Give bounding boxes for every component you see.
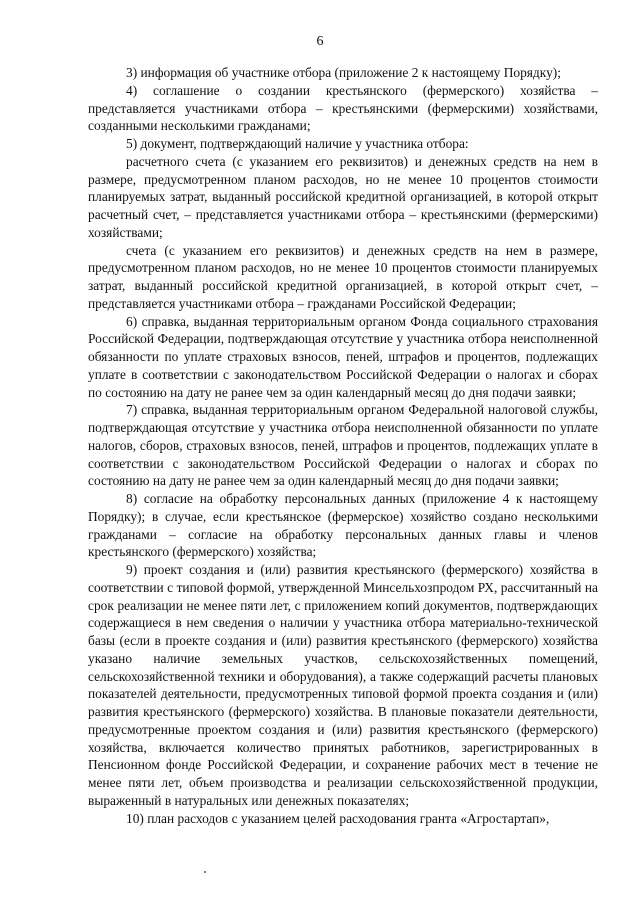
paragraph-item-6-social-insurance: 6) справка, выданная территориальным органом Фонда социального страхования Российской Федерации, подтверждающая отсутствие у участника отбора неисполненной обязанности по уплате страховых взносов, пеней, штрафов и процентов, подлежащих уплате в соответствии с законодательством Российской Федерации о налогах и сборах по состоянию на дату не ранее чем за один календарный месяц до дня подачи заявки; — [88, 313, 598, 400]
paragraph-item-3-info: 3) информация об участнике отбора (приложение 2 к настоящему Порядку); — [126, 65, 561, 80]
paragraph-item-9-project: 9) проект создания и (или) развития крестьянского (фермерского) хозяйства в соответствии с типовой формой, утвержденной Минсельхозпродом РХ, рассчитанный на срок реализации не менее пяти лет, с приложением копий документов, подтверждающих содержащиеся в нем сведения о наличии у участника отбора материально-технической базы (если в проекте создания и (или) развития крестьянского (фермерского) хозяйства указано наличие земельных участков, сельскохозяйственных помещений, сельскохозяйственной техники и оборудования), а также содержащий расчеты плановых показателей деятельности, предусмотренных типовой формой проекта создания и (или) развития крестьянского (фермерского) хозяйства. В плановые показатели деятельности, предусмотренные проектом создания и (или) развития крестьянского (фермерского) хозяйства, включается количество принятых работников, зарегистрированных в Пенсионном фонде Российской Федерации, и сохранение рабочих мест в течение не менее пяти лет, объем производства и реализации сельскохозяйственной продукции, выраженный в натуральных или денежных показателях; — [88, 562, 598, 808]
paragraph-item-4-agreement: 4) соглашение о создании крестьянского (фермерского) хозяйства – представляется участниками отбора – крестьянскими (фермерскими) хозяйствами, созданными несколькими гражданами; — [88, 82, 598, 134]
paragraph-item-8-personal-data: 8) согласие на обработку персональных данных (приложение 4 к настоящему Порядку); в случае, если крестьянское (фермерское) хозяйство создано несколькими гражданами – согласие на обработку персональных данных главы и членов крестьянского (фермерского) хозяйства; — [88, 491, 598, 560]
document-body — [88, 64, 598, 827]
page-number: 6 — [316, 34, 324, 49]
scan-speck — [204, 871, 206, 873]
paragraph-item-7-tax-service: 7) справка, выданная территориальным органом Федеральной налоговой службы, подтверждающая отсутствие у участника отбора неисполненной обязанности по уплате налогов, сборов, страховых взносов, пеней, штрафов и процентов, подлежащих уплате в соответствии с законодательством Российской Федерации о налогах и сборах по состоянию на дату не ранее чем за один календарный месяц до дня подачи заявки; — [88, 402, 598, 489]
paragraph-account: счета (с указанием его реквизитов) и денежных средств на нем в размере, предусмотренном планом расходов, но не менее 10 процентов стоимости планируемых затрат, выданный российской кредитной организацией, в которой открыт счет, – представляется участниками отбора – гражданами Российской Федерации; — [88, 242, 598, 311]
paragraph-settlement-account: расчетного счета (с указанием его реквизитов) и денежных средств на нем в размере, предусмотренном планом расходов, но не менее 10 процентов стоимости планируемых затрат, выданный российской кредитной организацией, в которой открыт расчетный счет, – представляется участниками отбора – крестьянскими (фермерскими) хозяйствами; — [88, 153, 598, 240]
paragraph-item-5-document: 5) документ, подтверждающий наличие у участника отбора: — [126, 136, 469, 151]
paragraph-item-10-expense-plan: 10) план расходов с указанием целей расходования гранта «Агростартап», — [126, 810, 550, 826]
